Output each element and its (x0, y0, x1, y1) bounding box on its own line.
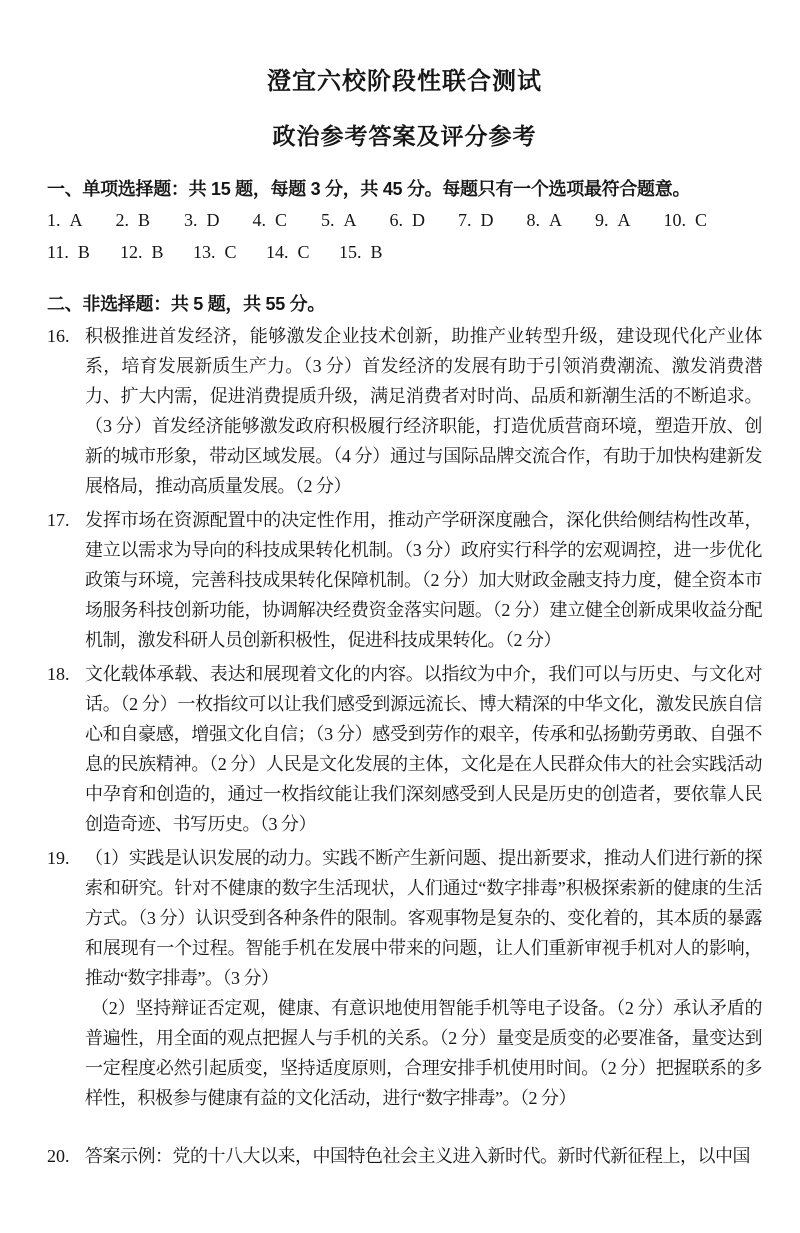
answer-paragraph-part-2: （2）坚持辩证否定观，健康、有意识地使用智能手机等电子设备。（2 分）承认矛盾的普遍性，用全面的观点把握人与手机的关系。（2 分）量变是质变的必要准备，量变达到一定程度必然引起质变，坚持适度原则，合理安排手机使用时间。（2 分）把握联系的多样性，积极参与健康有益的文化活动，进行“数字排毒”。（2 分） (85, 998, 762, 1108)
answer-number: 5. (321, 210, 335, 230)
mcq-answer-5 (321, 207, 390, 233)
mcq-answers-row-2 (47, 239, 762, 265)
answer-choice: C (695, 210, 708, 230)
mcq-answer-8 (527, 207, 596, 233)
answer-number: 11. (47, 242, 69, 262)
answer-choice: A (343, 210, 357, 230)
mcq-answer-15 (339, 239, 412, 265)
item-number: 16. (47, 326, 70, 346)
answer-number: 2. (115, 210, 129, 230)
item-body (85, 1141, 762, 1171)
answer-choice: C (297, 242, 310, 262)
answer-paragraph: 文化载体承载、表达和展现着文化的内容。以指纹为中介，我们可以与历史、与文化对话。（2 分）一枚指纹可以让我们感受到源远流长、博大精深的中华文化，激发民族自信心和自豪感，增强文化自信；（3 分）感受到劳作的艰辛，传承和弘扬勤劳勇敢、自强不息的民族精神。（2 分）人民是文化发展的主体，文化是在人民群众伟大的社会实践活动中孕育和创造的，通过一枚指纹能让我们深刻感受到人民是历史的创造者，要依靠人民创造奇迹、书写历史。（3 分） (85, 664, 762, 834)
answer-choice: B (77, 242, 90, 262)
mcq-answer-10 (664, 207, 733, 233)
answer-number: 7. (458, 210, 472, 230)
answer-choice: C (275, 210, 288, 230)
item-body (85, 321, 762, 501)
item-number: 20. (47, 1146, 70, 1166)
answer-choice: B (138, 210, 151, 230)
answer-number: 13. (193, 242, 216, 262)
mcq-answers-row-1 (47, 207, 762, 233)
frq-item-20 (47, 1141, 762, 1171)
answer-number: 6. (389, 210, 403, 230)
mcq-answer-14 (266, 239, 339, 265)
answer-number: 14. (266, 242, 289, 262)
frq-item-16 (47, 321, 762, 501)
mcq-answer-12 (120, 239, 193, 265)
answer-choice: A (69, 210, 83, 230)
item-body (85, 505, 762, 655)
mcq-answer-13 (193, 239, 266, 265)
frq-answer-list (47, 321, 762, 1171)
frq-item-17 (47, 505, 762, 655)
answer-number: 1. (47, 210, 61, 230)
item-body (85, 659, 762, 839)
answer-choice: A (549, 210, 562, 230)
answer-number: 12. (120, 242, 143, 262)
answer-choice: B (151, 242, 164, 262)
item-number: 19. (47, 848, 70, 868)
mcq-section-heading: 一、单项选择题：共 15 题，每题 3 分，共 45 分。每题只有一个选项最符合题意。 (47, 179, 691, 199)
mcq-answer-11 (47, 239, 120, 265)
item-number: 18. (47, 664, 70, 684)
item-body (85, 843, 762, 1113)
doc-subtitle: 政治参考答案及评分参考 (272, 123, 537, 149)
frq-item-19 (47, 843, 762, 1113)
answer-number: 10. (663, 210, 686, 230)
answer-paragraph-part-1: （1）实践是认识发展的动力。实践不断产生新问题、提出新要求，推动人们进行新的探索和研究。针对不健康的数字生活现状，人们通过“数字排毒”积极探索新的健康的生活方式。（3 分）认识受到各种条件的限制。客观事物是复杂的、变化着的，其本质的暴露和展现有一个过程。智能手机在发展中带来的问题，让人们重新审视手机对人的影响，推动“数字排毒”。（3 分） (85, 848, 762, 988)
doc-title: 澄宜六校阶段性联合测试 (267, 68, 542, 95)
answer-choice: A (617, 210, 631, 230)
answer-choice: B (370, 242, 383, 262)
mcq-answer-2 (116, 207, 185, 233)
frq-item-18 (47, 659, 762, 839)
answer-paragraph: 发挥市场在资源配置中的决定性作用，推动产学研深度融合，深化供给侧结构性改革，建立以需求为导向的科技成果转化机制。（3 分）政府实行科学的宏观调控，进一步优化政策与环境，完善科技成果转化保障机制。（2 分）加大财政金融支持力度，健全资本市场服务科技创新功能，协调解决经费资金落实问题。（2 分）建立健全创新成果收益分配机制，激发科研人员创新积极性，促进科技成果转化。（2 分） (85, 510, 762, 650)
mcq-answer-4 (253, 207, 322, 233)
answer-choice: D (480, 210, 494, 230)
answer-choice: D (412, 210, 425, 230)
mcq-answer-9 (595, 207, 664, 233)
answer-number: 4. (252, 210, 266, 230)
answer-paragraph: 答案示例：党的十八大以来，中国特色社会主义进入新时代。新时代新征程上，以中国 (85, 1146, 750, 1166)
answer-choice: D (206, 210, 220, 230)
mcq-answer-6 (390, 207, 459, 233)
answer-number: 3. (184, 210, 198, 230)
frq-section-heading: 二、非选择题：共 5 题，共 55 分。 (47, 294, 326, 314)
answer-choice: C (224, 242, 237, 262)
mcq-answer-3 (184, 207, 253, 233)
item-number: 17. (47, 510, 70, 530)
answer-paragraph: 积极推进首发经济，能够激发企业技术创新，助推产业转型升级，建设现代化产业体系，培育发展新质生产力。（3 分）首发经济的发展有助于引领消费潮流、激发消费潜力、扩大内需，促进消费提质升级，满足消费者对时尚、品质和新潮生活的不断追求。（3 分）首发经济能够激发政府积极履行经济职能，打造优质营商环境，塑造开放、创新的城市形象，带动区域发展。（4 分）通过与国际品牌交流合作，有助于加快构建新发展格局，推动高质量发展。（2 分） (85, 326, 762, 496)
answer-number: 9. (595, 210, 609, 230)
mcq-answer-7 (458, 207, 527, 233)
mcq-answer-1 (47, 207, 116, 233)
answer-number: 8. (526, 210, 540, 230)
answer-number: 15. (339, 242, 362, 262)
